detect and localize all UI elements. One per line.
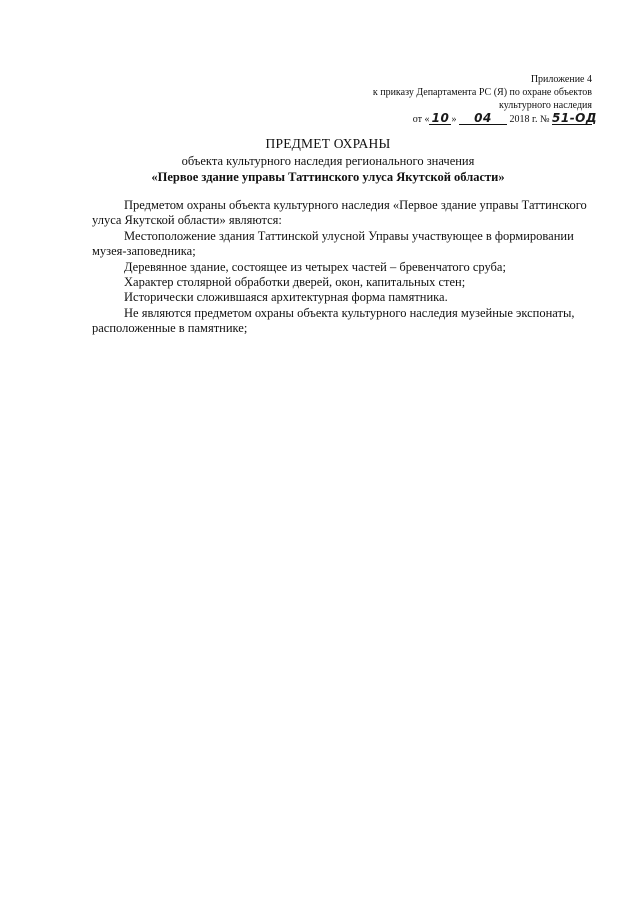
order-year-number-label: 2018 г. № <box>509 114 550 125</box>
order-month-handwritten: 04 <box>459 113 507 125</box>
body-paragraph: Не являются предметом охраны объекта культурного наследия музейные экспонаты, расположенные в памятнике; <box>92 305 575 336</box>
order-day-handwritten: 10 <box>429 113 451 125</box>
body-paragraph: Деревянное здание, состоящее из четырех частей – бревенчатого сруба; <box>124 259 506 274</box>
document-title: ПРЕДМЕТ ОХРАНЫ <box>265 136 391 151</box>
document-title-block <box>60 135 596 185</box>
document-subtitle: объекта культурного наследия регионального значения <box>181 154 475 168</box>
body-paragraph: Предметом охраны объекта культурного наследия «Первое здание управы Таттинского улуса Якутской области» являются: <box>92 198 587 228</box>
document-body <box>92 198 597 337</box>
body-paragraph: Исторически сложившаяся архитектурная форма памятника. <box>124 290 448 305</box>
order-date-line <box>272 111 598 126</box>
appendix-order-reference: к приказу Департамента РС (Я) по охране объектов <box>372 87 592 98</box>
heritage-object-name: «Первое здание управы Таттинского улуса Якутской области» <box>151 170 505 184</box>
body-paragraph: Характер столярной обработки дверей, окон, капитальных стен; <box>124 275 466 290</box>
body-paragraph: Местоположение здания Таттинской улусной Управы участвующее в формировании музея-заповедника; <box>92 228 574 259</box>
order-number-handwritten: 51-ОД <box>552 111 598 125</box>
date-prefix: от « <box>412 114 430 125</box>
appendix-header <box>272 73 598 126</box>
appendix-title: Приложение 4 <box>530 74 592 85</box>
date-quote-close: » <box>451 114 457 125</box>
appendix-order-reference-cont: культурного наследия <box>499 100 592 111</box>
